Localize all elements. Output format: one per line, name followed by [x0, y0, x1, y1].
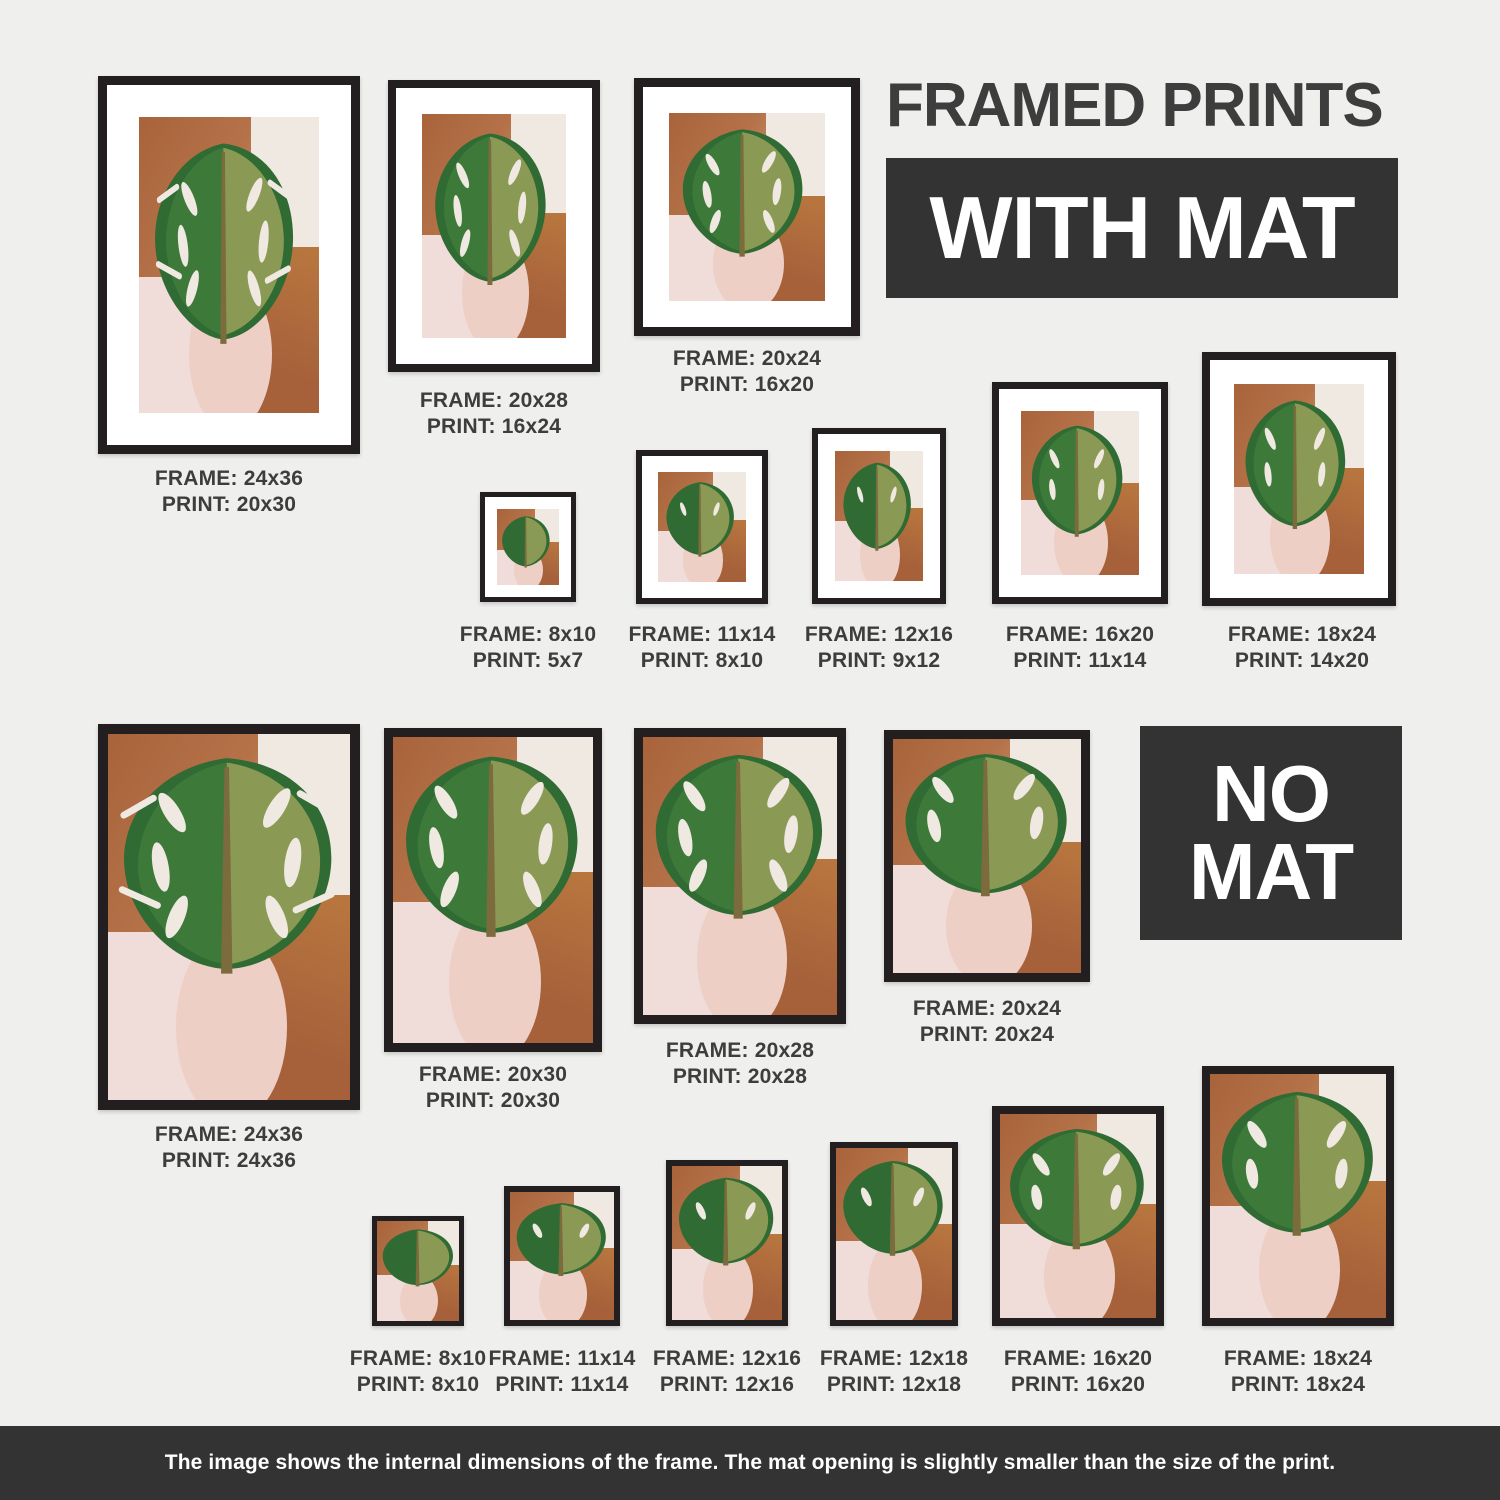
caption-no-mat-18x24: [1148, 1346, 1448, 1397]
monstera-leaf-icon: [428, 127, 552, 288]
print-size: PRINT: 12x18: [826, 1372, 962, 1396]
artwork: [139, 117, 319, 413]
print-size: PRINT: 8x10: [640, 648, 764, 672]
mat: [999, 389, 1161, 597]
print-size: PRINT: 11x14: [1013, 648, 1147, 672]
monstera-leaf-icon: [379, 1227, 456, 1287]
caption-with-mat-18x24: [1152, 622, 1452, 673]
print-size: PRINT: 8x10: [356, 1372, 480, 1396]
artwork: [510, 1192, 614, 1320]
framed-print-with-mat-8x10[interactable]: [480, 492, 576, 602]
print-size: PRINT: 5x7: [472, 648, 584, 672]
framed-print-no-mat-20x24[interactable]: [884, 730, 1090, 982]
frame-size: FRAME: 20x24: [672, 347, 822, 370]
framed-print-no-mat-24x36[interactable]: [98, 724, 360, 1110]
monstera-leaf-icon: [674, 1174, 777, 1266]
frame-size: FRAME: 24x36: [154, 1123, 304, 1146]
monstera-leaf-icon: [1003, 1124, 1150, 1250]
monstera-leaf-icon: [146, 135, 301, 348]
print-size: PRINT: 20x24: [919, 1022, 1055, 1046]
monstera-leaf-icon: [1239, 395, 1351, 532]
print-size: PRINT: 16x20: [679, 372, 815, 396]
artwork: [643, 737, 837, 1015]
frame-size: FRAME: 18x24: [1223, 1347, 1373, 1370]
frame-size: FRAME: 16x20: [1003, 1347, 1153, 1370]
framed-print-no-mat-8x10[interactable]: [372, 1216, 464, 1326]
frame-size: FRAME: 24x36: [154, 467, 304, 490]
print-size: PRINT: 18x24: [1230, 1372, 1366, 1396]
page-title: FRAMED PRINTS: [886, 71, 1383, 140]
artwork: [422, 114, 566, 338]
artwork: [377, 1221, 459, 1321]
frame-size: FRAME: 18x24: [1227, 623, 1377, 646]
no-mat-banner: [1140, 726, 1402, 940]
artwork: [1000, 1114, 1156, 1318]
print-size: PRINT: 14x20: [1234, 648, 1370, 672]
monstera-leaf-icon: [662, 479, 738, 558]
frame-size: FRAME: 20x28: [665, 1039, 815, 1062]
frame-size: FRAME: 12x18: [819, 1347, 969, 1370]
frame-size: FRAME: 8x10: [349, 1347, 487, 1370]
mat: [818, 434, 940, 598]
print-size: PRINT: 16x20: [1010, 1372, 1146, 1396]
print-size: PRINT: 20x30: [161, 492, 297, 516]
artwork: [108, 734, 350, 1100]
monstera-leaf-icon: [397, 749, 585, 939]
footer-note-text: The image shows the internal dimensions of the frame. The mat opening is slightly smaller than the size of the print.: [164, 1451, 1336, 1474]
artwork: [893, 739, 1081, 973]
monstera-leaf-icon: [675, 124, 809, 259]
mat: [1210, 360, 1388, 598]
no-mat-line2: MAT: [1188, 827, 1354, 916]
print-size: PRINT: 16x24: [426, 414, 562, 438]
monstera-leaf-icon: [512, 1200, 610, 1277]
no-mat-line1: NO: [1212, 748, 1330, 838]
frame-size: FRAME: 20x28: [419, 389, 569, 412]
print-size: PRINT: 11x14: [495, 1372, 629, 1396]
framed-print-no-mat-18x24[interactable]: [1202, 1066, 1394, 1326]
artwork: [836, 1148, 952, 1320]
mat: [396, 88, 592, 364]
frame-size: FRAME: 16x20: [1005, 623, 1155, 646]
framed-print-with-mat-20x24[interactable]: [634, 78, 860, 336]
monstera-leaf-icon: [499, 514, 552, 569]
with-mat-banner: WITH MAT: [886, 158, 1398, 298]
artwork: [393, 737, 593, 1043]
print-size: PRINT: 20x30: [425, 1088, 561, 1112]
print-size: PRINT: 9x12: [817, 648, 941, 672]
frame-size: FRAME: 20x30: [418, 1063, 568, 1086]
frame-size: FRAME: 12x16: [804, 623, 954, 646]
framed-print-no-mat-16x20[interactable]: [992, 1106, 1164, 1326]
framed-print-with-mat-24x36[interactable]: [98, 76, 360, 454]
artwork: [658, 472, 746, 582]
framed-print-with-mat-20x28[interactable]: [388, 80, 600, 372]
artwork: [1234, 384, 1364, 574]
caption-with-mat-24x36: [79, 466, 379, 517]
print-size: PRINT: 12x16: [659, 1372, 795, 1396]
framed-print-with-mat-12x16[interactable]: [812, 428, 946, 604]
framed-print-no-mat-12x16[interactable]: [666, 1160, 788, 1326]
monstera-leaf-icon: [897, 748, 1074, 898]
framed-print-with-mat-18x24[interactable]: [1202, 352, 1396, 606]
monstera-leaf-icon: [1214, 1086, 1379, 1237]
artwork: [497, 509, 559, 585]
caption-no-mat-24x36: [79, 1122, 379, 1173]
caption-with-mat-20x24: [597, 346, 897, 397]
monstera-leaf-icon: [113, 749, 340, 976]
artwork: [835, 451, 923, 581]
artwork: [1021, 411, 1139, 575]
framed-print-with-mat-11x14[interactable]: [636, 450, 768, 604]
footer-note: [0, 1426, 1500, 1500]
framed-print-with-mat-16x20[interactable]: [992, 382, 1168, 604]
artwork: [669, 113, 825, 301]
framed-print-no-mat-11x14[interactable]: [504, 1186, 620, 1326]
mat: [642, 456, 762, 598]
monstera-leaf-icon: [838, 1157, 947, 1257]
mat: [107, 85, 351, 445]
monstera-leaf-icon: [839, 459, 915, 553]
frame-size: FRAME: 12x16: [652, 1347, 802, 1370]
mat: [643, 87, 851, 327]
frame-size: FRAME: 11x14: [628, 623, 776, 646]
caption-no-mat-20x24: [837, 996, 1137, 1047]
print-size: PRINT: 20x28: [672, 1064, 808, 1088]
artwork: [672, 1166, 782, 1320]
frame-size: FRAME: 20x24: [912, 997, 1062, 1020]
monstera-leaf-icon: [647, 748, 829, 920]
frame-size: FRAME: 8x10: [459, 623, 597, 646]
framed-print-no-mat-20x28[interactable]: [634, 728, 846, 1024]
monstera-leaf-icon: [1026, 421, 1127, 539]
artwork: [1210, 1074, 1386, 1318]
mat: [485, 497, 571, 597]
frame-size: FRAME: 11x14: [488, 1347, 636, 1370]
framed-print-no-mat-20x30[interactable]: [384, 728, 602, 1052]
print-size: PRINT: 24x36: [161, 1148, 297, 1172]
framed-print-no-mat-12x18[interactable]: [830, 1142, 958, 1326]
